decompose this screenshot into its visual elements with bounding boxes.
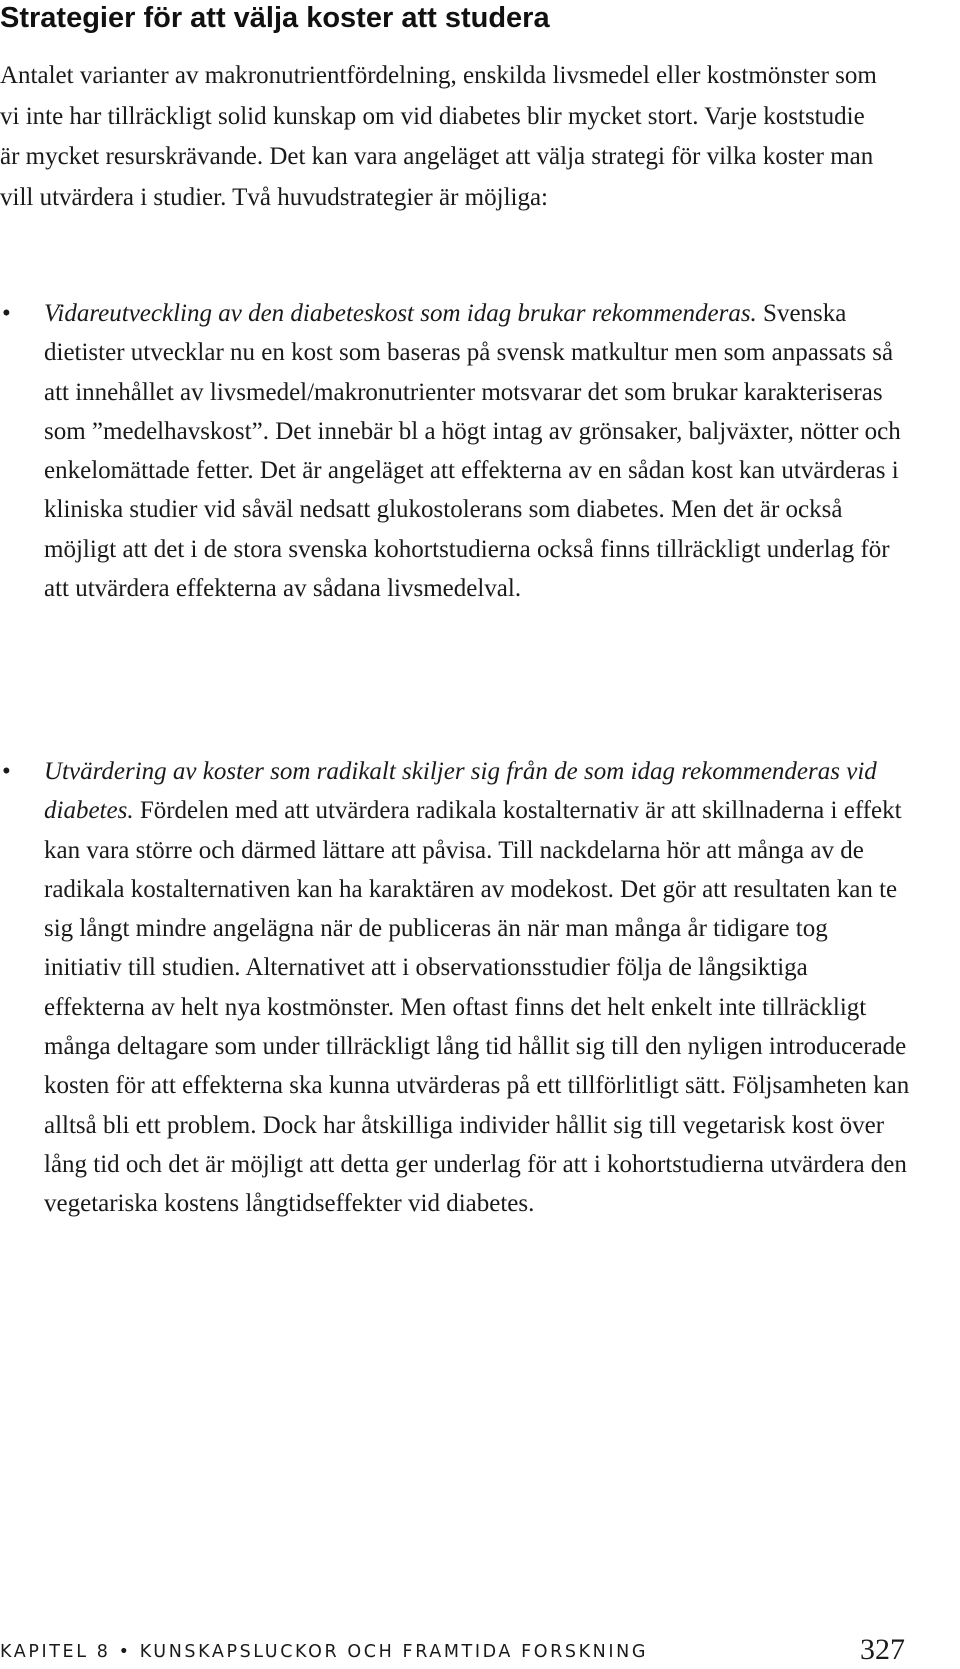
section-heading: Strategier för att välja koster att studera	[0, 2, 550, 34]
page-footer	[0, 1632, 905, 1668]
bullet-marker: •	[2, 300, 11, 327]
bullet-lead-1: Vidareutveckling av den diabeteskost som idag brukar rekommenderas.	[44, 300, 757, 327]
bullet-text-2	[44, 752, 910, 1224]
bullet-marker: •	[2, 758, 11, 785]
intro-paragraph: Antalet varianter av makronutrientfördelning, enskilda livsmedel eller kostmönster som vi inte har tillräckligt solid kunskap om vid diabetes blir mycket stort. Varje koststudie är mycket resurskrävande. Det kan vara angeläget att välja strategi för vilka koster man vill utvärdera i studier. Två huvudstrategier är möjliga:	[0, 62, 877, 211]
bullet-body-2: Fördelen med att utvärdera radikala kostalternativ är att skillnaderna i effekt kan vara större och därmed lättare att påvisa. Till nackdelarna hör att många av de radikala kostalternativen kan ha karaktären av modekost. Det gör att resultaten kan te sig långt mindre angelägna när de publiceras än när man många år tidigare tog initiativ till studien. Alternativet att i observationsstudier följa de långsiktiga effekterna av helt nya kostmönster. Men oftast finns det helt enkelt inte tillräckligt många deltagare som under tillräckligt lång tid hållit sig till den nyligen introducerade kosten för att effekterna ska kunna utvärderas på ett tillförlitligt sätt. Följsamheten kan alltså bli ett problem. Dock har åtskilliga individer hållit sig till vegetarisk kost över lång tid och det är möjligt att detta ger underlag för att i kohortstudierna utvärdera den vegetariska kostens långtidseffekter vid diabetes.	[44, 797, 910, 1218]
page-number: 327	[860, 1633, 905, 1666]
bullet-text-1	[44, 294, 910, 608]
bullet-lead-2: Utvärdering av koster som radikalt skiljer sig från de som idag rekommenderas vid diabetes.	[44, 758, 877, 825]
bullet-item-1	[0, 294, 910, 608]
bullet-item-2	[0, 752, 910, 1224]
running-head: KAPITEL 8 • KUNSKAPSLUCKOR OCH FRAMTIDA FORSKNING	[0, 1642, 648, 1662]
bullet-body-1: Svenska dietister utvecklar nu en kost som baseras på svensk matkultur men som anpassats så att innehållet av livsmedel/makronutrienter motsvarar det som brukar karakteriseras som ”medelhavskost”. Det innebär bl a högt intag av grönsaker, baljväxter, nötter och enkelomättade fetter. Det är angeläget att effekterna av en sådan kost kan utvärderas i kliniska studier vid såväl nedsatt glukostolerans som diabetes. Men det är också möjligt att det i de stora svenska kohortstudierna också finns tillräckligt underlag för att utvärdera effekterna av sådana livsmedelval.	[44, 300, 901, 603]
